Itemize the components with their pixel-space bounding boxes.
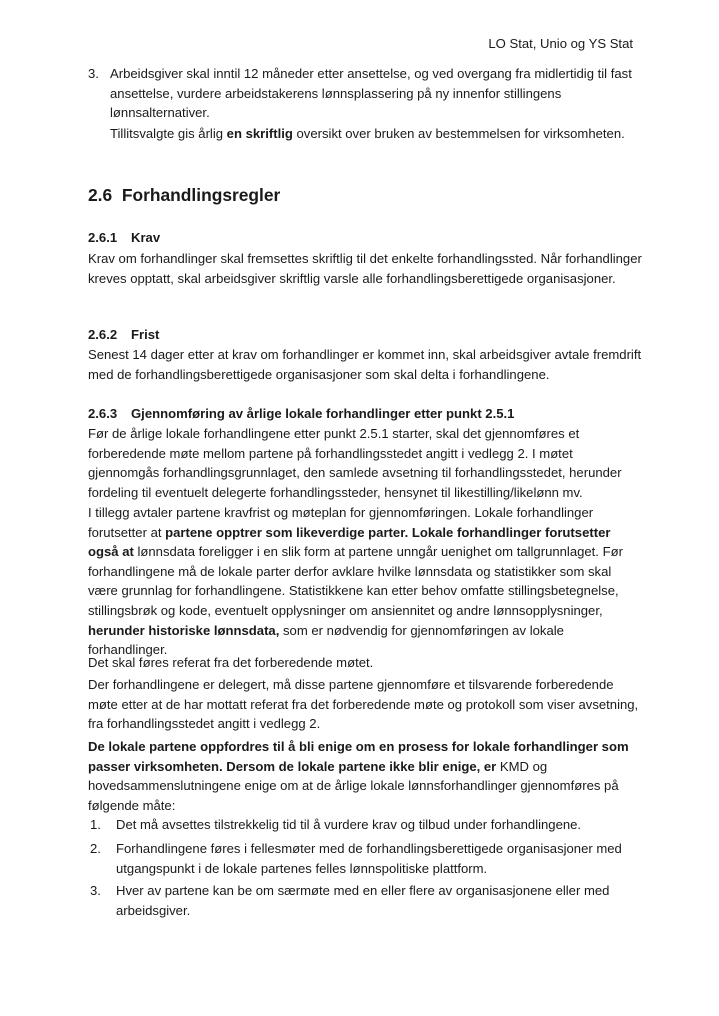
paragraph: Senest 14 dager etter at krav om forhandlinger er kommet inn, skal arbeidsgiver avtale fremdrift med de forhandlingsberettigede organisasjoner som skal delta i forhandlingene. bbox=[88, 347, 642, 382]
subsection-title: Krav bbox=[131, 230, 161, 245]
paragraph: Før de årlige lokale forhandlingene etter punkt 2.5.1 starter, skal det gjennomføres et forberedende møte mellom partene på forhandlingsstedet angitt i vedlegg 2. I møtet gjennomgås forhandlingsgrunnlaget, den samlede avsetning til forhandlingsstedet, herunder fordeling til eventuelt delegerte forhandlingssteder, hensynet til likestilling/likelønn mv. bbox=[88, 426, 622, 500]
paragraph: Det skal føres referat fra det forberedende møtet. bbox=[88, 655, 374, 670]
list-item bbox=[88, 64, 644, 123]
paragraph bbox=[110, 124, 630, 144]
paragraph bbox=[88, 503, 644, 660]
subsection-heading bbox=[88, 325, 159, 344]
paragraph bbox=[88, 737, 644, 815]
section-number: 2.6 bbox=[88, 185, 113, 205]
bold-text: herunder historiske lønnsdata, bbox=[88, 622, 280, 638]
list-item-text: Det må avsettes tilstrekkelig tid til å vurdere krav og tilbud under forhandlingene. bbox=[116, 817, 582, 832]
section-title: Forhandlingsregler bbox=[121, 185, 281, 205]
list-item-number: 1. bbox=[90, 817, 101, 832]
list-item-number: 3. bbox=[90, 883, 101, 898]
subsection-number: 2.6.2 bbox=[88, 327, 118, 342]
section-heading bbox=[88, 184, 280, 206]
paragraph: Der forhandlingene er delegert, må disse partene gjennomføre et tilsvarende forberedende møte etter at de har mottatt referat fra det forberedende møte og protokoll som viser avsetning, fra forhandlingsstedet angitt i vedlegg 2. bbox=[88, 677, 639, 732]
list-item bbox=[88, 881, 644, 920]
list-item-text: Forhandlingene føres i fellesmøter med de forhandlingsberettigede organisasjoner med utgangspunkt i de lokale partenes felles lønnspolitiske plattform. bbox=[116, 841, 622, 876]
bold-text: en skriftlig bbox=[226, 126, 293, 141]
bold-text: partene opptrer som likeverdige parter. Lokale forhandlinger forutsetter også at bbox=[88, 524, 611, 560]
list-item bbox=[88, 839, 644, 878]
list-item bbox=[88, 815, 644, 835]
text-run: Tillitsvalgte gis årlig bbox=[110, 126, 227, 141]
subsection-heading bbox=[88, 228, 160, 247]
paragraph: Krav om forhandlinger skal fremsettes skriftlig til det enkelte forhandlingssted. Når forhandlinger kreves opptatt, skal arbeidsgiver skriftlig varsle alle forhandlingsberettigede organisasjoner. bbox=[88, 251, 642, 286]
page-header: LO Stat, Unio og YS Stat bbox=[488, 36, 633, 51]
list-item-text: Arbeidsgiver skal inntil 12 måneder etter ansettelse, og ved overgang fra midlertidig til fast ansettelse, vurdere arbeidstakerens lønnsplassering på ny innenfor stillingens lønnsalternativer. bbox=[110, 66, 632, 121]
subsection-number: 2.6.3 bbox=[88, 406, 118, 421]
text-run: KMD og hovedsammenslutningene enige om at de årlige lokale lønnsforhandlinger gjennomføres på følgende måte: bbox=[88, 758, 619, 813]
text-run: oversikt over bruken av bestemmelsen for virksomheten. bbox=[292, 126, 625, 141]
subsection-title: Frist bbox=[131, 327, 160, 342]
list-item-text: Hver av partene kan be om særmøte med en eller flere av organisasjonene eller med arbeidsgiver. bbox=[116, 883, 610, 918]
list-item-number: 3. bbox=[88, 66, 99, 81]
text-run: som er nødvendig for gjennomføringen av lokale forhandlinger. bbox=[88, 622, 564, 658]
subsection-heading bbox=[88, 404, 514, 423]
list-item-number: 2. bbox=[90, 841, 101, 856]
text-run: I tillegg avtaler partene kravfrist og møteplan for gjennomføringen. Lokale forhandlinger forutsetter at bbox=[88, 505, 594, 540]
text-run: lønnsdata foreligger i en slik form at partene unngår uenighet om tallgrunnlaget. Før forhandlingene må de lokale parter derfor avklare hvilke lønnsdata og statistikker som skal være grunnlag for forhandlingene. Statistikkene kan etter behov omfatte stillingsbetegnelse, stillingsbrøk og kode, eventuelt opplysninger om ansiennitet og andre lønnsopplysninger, bbox=[88, 544, 623, 618]
bold-text: De lokale partene oppfordres til å bli enige om en prosess for lokale forhandlinger som passer virksomheten. Dersom de lokale partene ikke blir enige, er bbox=[88, 739, 629, 774]
subsection-title: Gjennomføring av årlige lokale forhandlinger etter punkt 2.5.1 bbox=[131, 406, 515, 421]
subsection-number: 2.6.1 bbox=[88, 230, 118, 245]
